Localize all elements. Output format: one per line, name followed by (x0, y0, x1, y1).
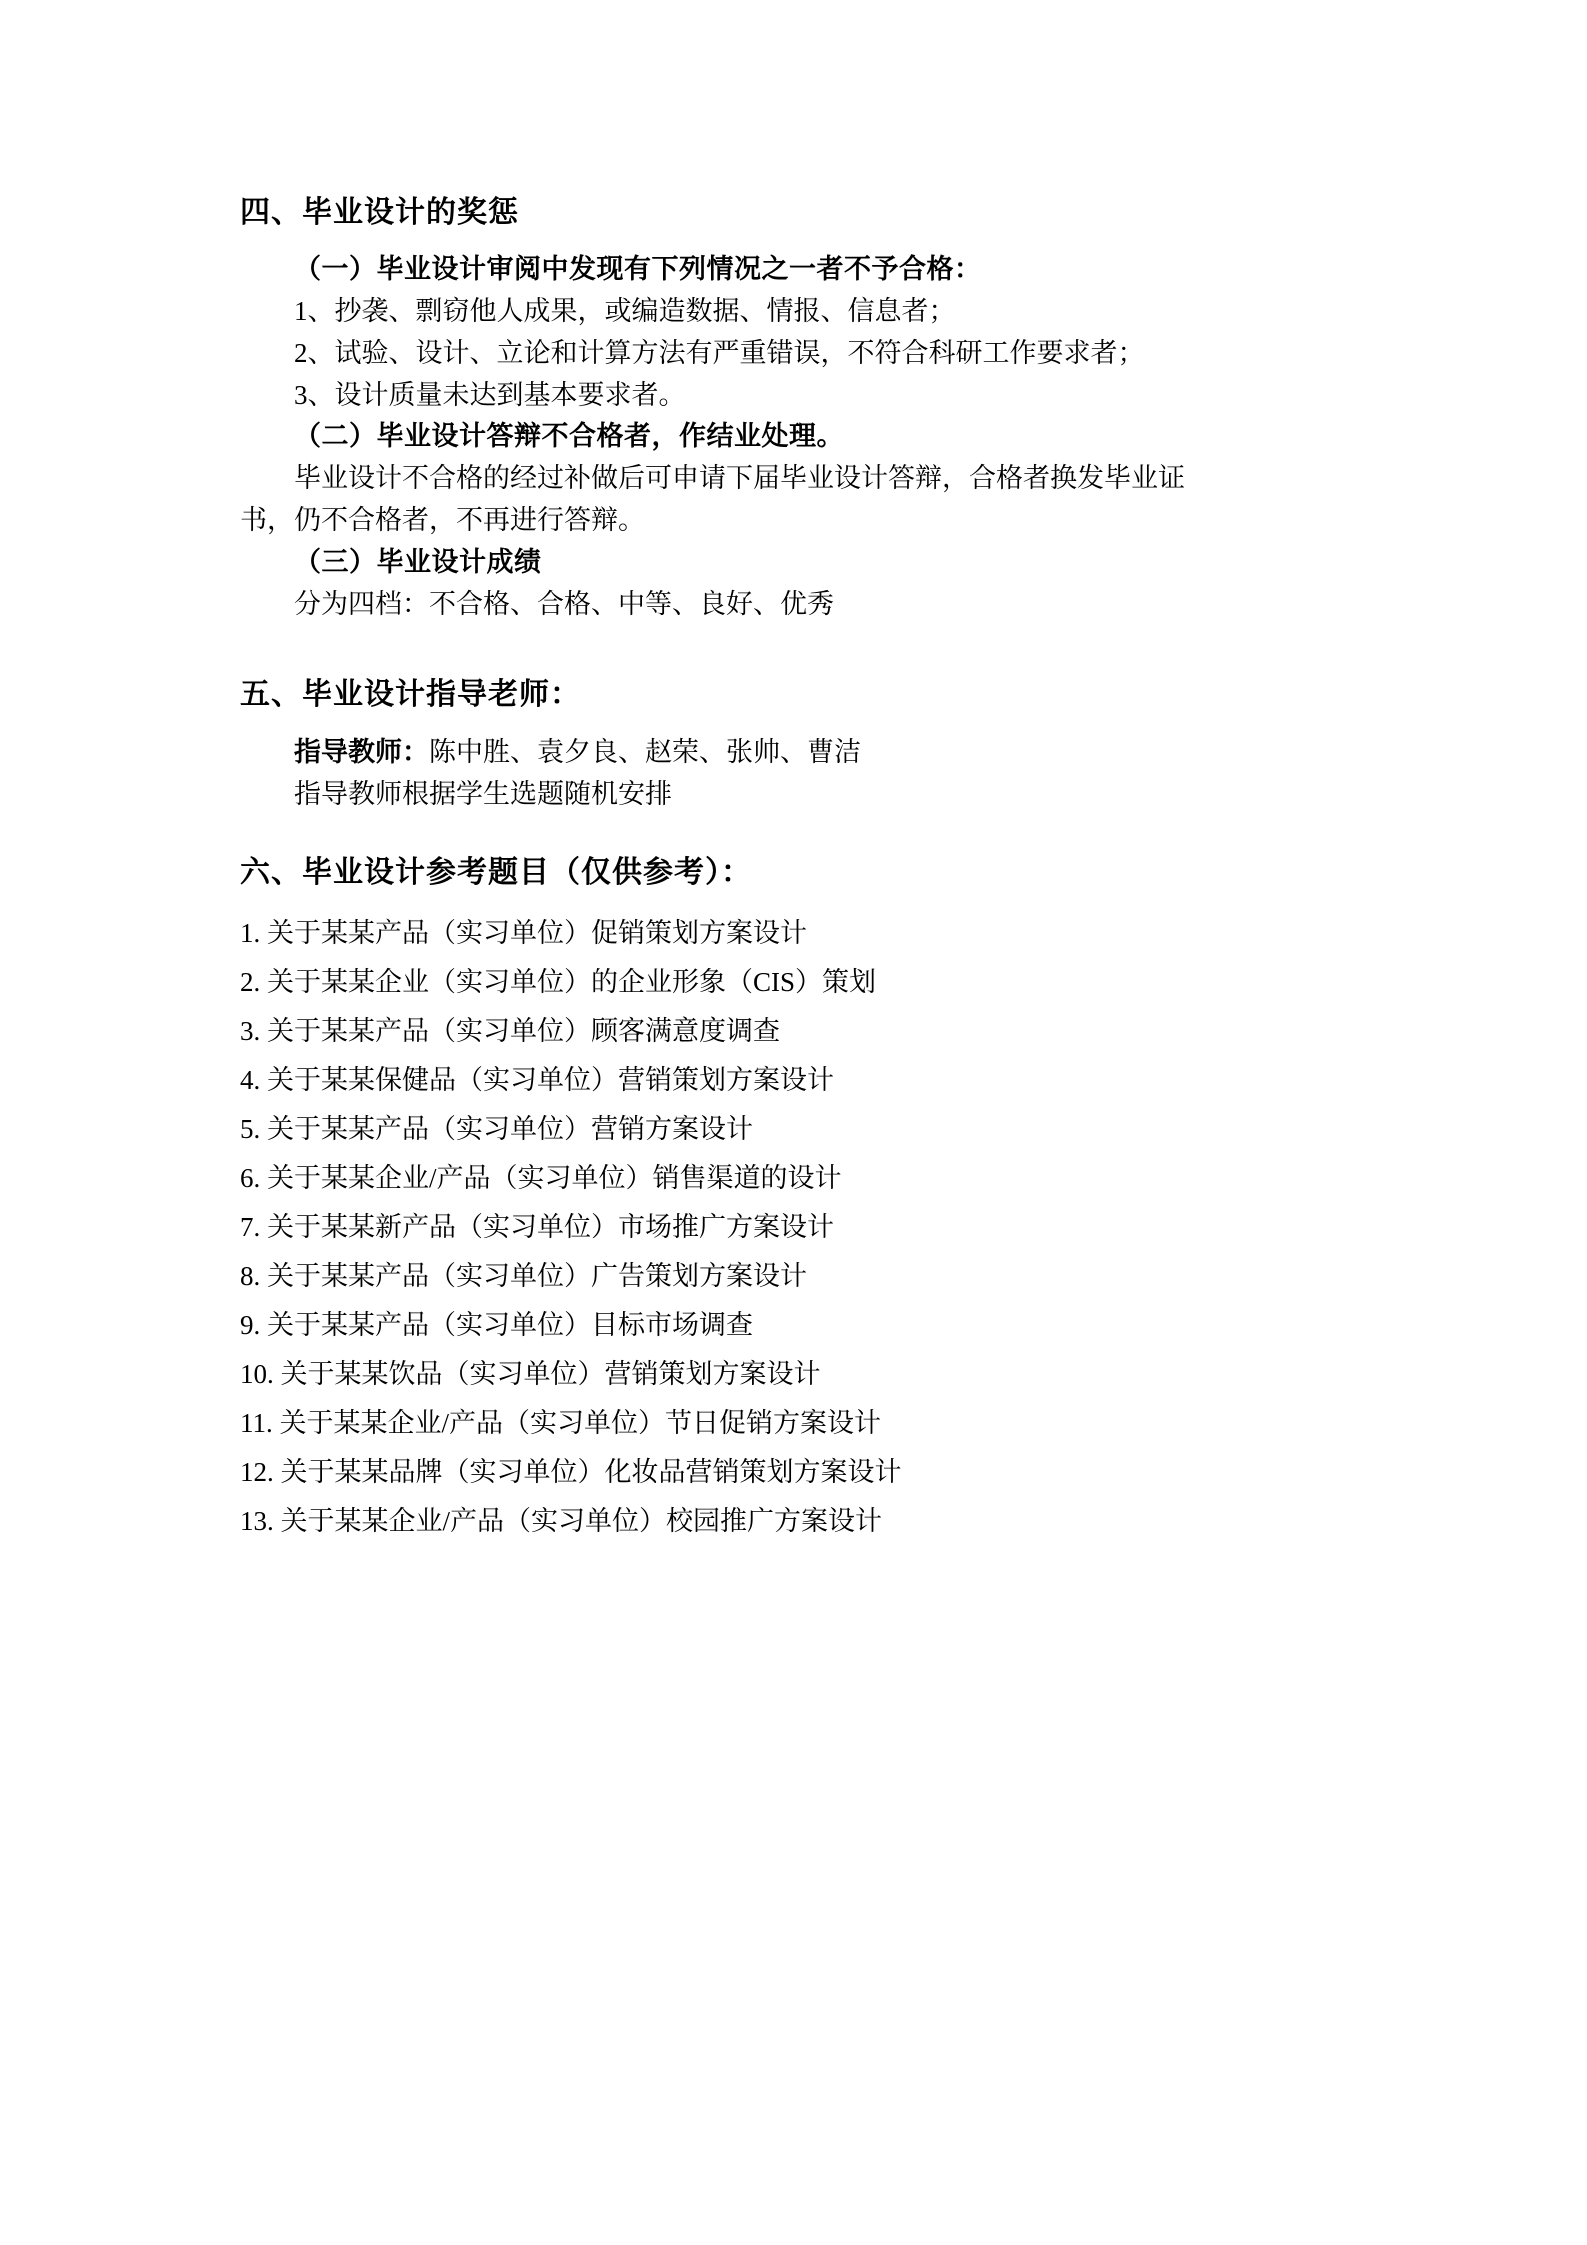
list-item: 3. 关于某某产品（实习单位）顾客满意度调查 (240, 1015, 780, 1046)
list-item: 13. 关于某某企业/产品（实习单位）校园推广方案设计 (240, 1505, 883, 1536)
list-item: 6. 关于某某企业/产品（实习单位）销售渠道的设计 (240, 1162, 842, 1193)
list-item: 2. 关于某某企业（实习单位）的企业形象（CIS）策划 (240, 966, 877, 997)
subsection-heading-three: （三）毕业设计成绩 (294, 546, 542, 577)
condition-item-3: 3、设计质量未达到基本要求者。 (294, 379, 686, 410)
section-heading-six: 六、毕业设计参考题目（仅供参考）： (240, 855, 752, 889)
spacer-after-section-five (240, 816, 1390, 850)
document-body (240, 190, 1390, 1546)
advisor-names: 陈中胜、袁夕良、赵荣、张帅、曹洁 (429, 736, 861, 767)
advisor-line (240, 731, 1390, 774)
list-item: 10. 关于某某饮品（实习单位）营销策划方案设计 (240, 1358, 821, 1389)
subsection-two-text-line1: 毕业设计不合格的经过补做后可申请下届毕业设计答辩，合格者换发毕业证 (294, 463, 1185, 494)
condition-item-2: 2、试验、设计、立论和计算方法有严重错误，不符合科研工作要求者； (294, 337, 1145, 368)
list-item: 4. 关于某某保健品（实习单位）营销策划方案设计 (240, 1064, 834, 1095)
subsection-heading-two: （二）毕业设计答辩不合格者，作结业处理。 (294, 421, 844, 452)
section-heading-five: 五、毕业设计指导老师： (240, 677, 581, 711)
section-heading-four: 四、毕业设计的奖惩 (240, 196, 519, 229)
topic-list (240, 909, 1390, 1546)
list-item: 11. 关于某某企业/产品（实习单位）节日促销方案设计 (240, 1407, 881, 1438)
advisor-label: 指导教师： (294, 736, 429, 767)
list-item: 12. 关于某某品牌（实习单位）化妆品营销策划方案设计 (240, 1456, 902, 1487)
subsection-two-text-line2: 书，仍不合格者，不再进行答辩。 (240, 505, 645, 536)
list-item: 1. 关于某某产品（实习单位）促销策划方案设计 (240, 917, 807, 948)
grade-scale-text: 分为四档：不合格、合格、中等、良好、优秀 (294, 588, 834, 619)
condition-item-1: 1、抄袭、剽窃他人成果，或编造数据、情报、信息者； (294, 295, 956, 326)
list-item: 9. 关于某某产品（实习单位）目标市场调查 (240, 1309, 753, 1340)
spacer-after-section-four (240, 626, 1390, 672)
list-item: 7. 关于某某新产品（实习单位）市场推广方案设计 (240, 1211, 834, 1242)
list-item: 5. 关于某某产品（实习单位）营销方案设计 (240, 1113, 753, 1144)
subsection-heading-one: （一）毕业设计审阅中发现有下列情况之一者不予合格： (294, 254, 982, 284)
list-item: 8. 关于某某产品（实习单位）广告策划方案设计 (240, 1260, 807, 1291)
advisor-note: 指导教师根据学生选题随机安排 (294, 779, 672, 810)
